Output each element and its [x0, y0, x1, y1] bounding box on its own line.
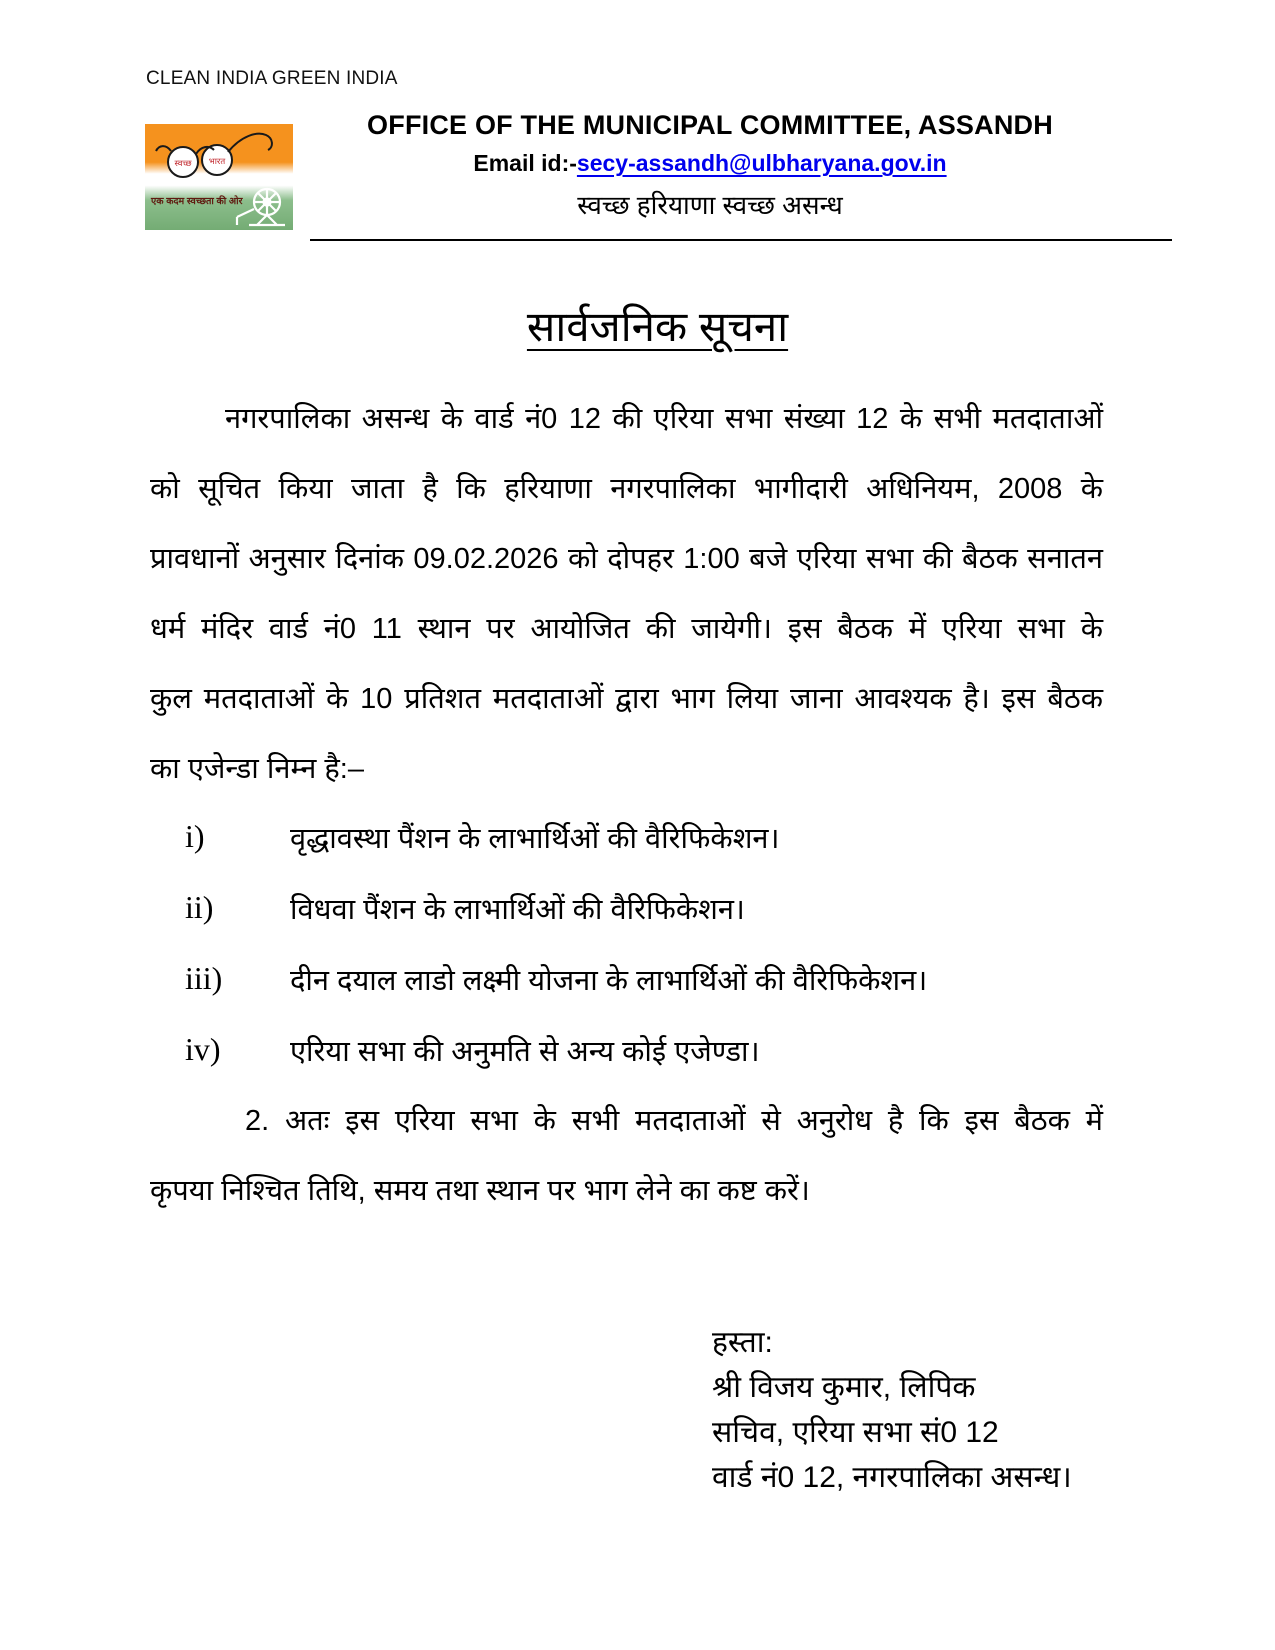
agenda-number: i)	[185, 818, 205, 854]
hindi-subtitle: स्वच्छ हरियाणा स्वच्छ असन्ध	[577, 190, 843, 220]
notice-paragraph-line: को सूचित किया जाता है कि हरियाणा नगरपालिका भागीदारी अधिनियम, 2008 के	[150, 473, 1103, 505]
header-divider	[310, 239, 1172, 241]
notice-paragraph-line: 2. अतः इस एरिया सभा के सभी मतदाताओं से अनुरोध है कि इस बैठक में	[245, 1105, 1103, 1137]
notice-paragraph-line: कुल मतदाताओं के 10 प्रतिशत मतदाताओं द्वारा भाग लिया जाना आवश्यक है। इस बैठक	[150, 683, 1103, 715]
agenda-item	[150, 889, 1103, 939]
agenda-item	[150, 1031, 1103, 1081]
agenda-text: एरिया सभा की अनुमति से अन्य कोई एजेण्डा।	[290, 1036, 760, 1068]
email-label: Email id:-	[473, 150, 577, 176]
email-line	[300, 150, 1120, 177]
logo-lens-left-label: स्वच्छ	[174, 158, 192, 168]
agenda-text: दीन दयाल लाडो लक्ष्मी योजना के लाभार्थिओं की वैरिफिकेशन।	[290, 965, 928, 997]
logo-lens-right-label: भारत	[208, 156, 226, 166]
agenda-item	[150, 818, 1103, 868]
agenda-text: विधवा पैंशन के लाभार्थिओं की वैरिफिकेशन।	[290, 894, 745, 926]
clean-india-tagline: CLEAN INDIA GREEN INDIA	[146, 68, 398, 89]
signature-line: सचिव, एरिया सभा सं0 12	[712, 1416, 999, 1449]
office-title: OFFICE OF THE MUNICIPAL COMMITTEE, ASSANDH	[367, 110, 1053, 140]
agenda-text: वृद्धावस्था पैंशन के लाभार्थिओं की वैरिफिकेशन।	[290, 823, 780, 855]
signature-line: वार्ड नं0 12, नगरपालिका असन्ध।	[712, 1461, 1072, 1494]
swachh-bharat-logo	[145, 124, 293, 230]
agenda-number: iv)	[185, 1031, 221, 1067]
swachh-bharat-logo-icon	[145, 124, 293, 230]
notice-paragraph-line: नगरपालिका असन्ध के वार्ड नं0 12 की एरिया सभा संख्या 12 के सभी मतदाताओं	[225, 403, 1103, 435]
agenda-item	[150, 960, 1103, 1010]
notice-title: सार्वजनिक सूचना	[526, 303, 789, 350]
notice-paragraph-line: कृपया निश्चित तिथि, समय तथा स्थान पर भाग लेने का कष्ट करें।	[150, 1175, 810, 1207]
agenda-number: iii)	[185, 960, 223, 996]
notice-paragraph-line: प्रावधानों अनुसार दिनांक 09.02.2026 को दोपहर 1:00 बजे एरिया सभा की बैठक सनातन	[150, 543, 1103, 575]
signature-line: हस्ता:	[712, 1326, 773, 1359]
signature-block	[712, 1320, 1072, 1500]
email-link[interactable]: secy-assandh@ulbharyana.gov.in	[576, 150, 947, 176]
notice-paragraph-line: धर्म मंदिर वार्ड नं0 11 स्थान पर आयोजित की जायेगी। इस बैठक में एरिया सभा के	[150, 613, 1103, 645]
agenda-number: ii)	[185, 889, 214, 925]
letterhead	[300, 110, 1120, 222]
signature-line: श्री विजय कुमार, लिपिक	[712, 1371, 976, 1404]
logo-caption: एक कदम स्वच्छता की ओर	[151, 196, 243, 207]
notice-paragraph-line: का एजेन्डा निम्न है:–	[150, 753, 364, 785]
